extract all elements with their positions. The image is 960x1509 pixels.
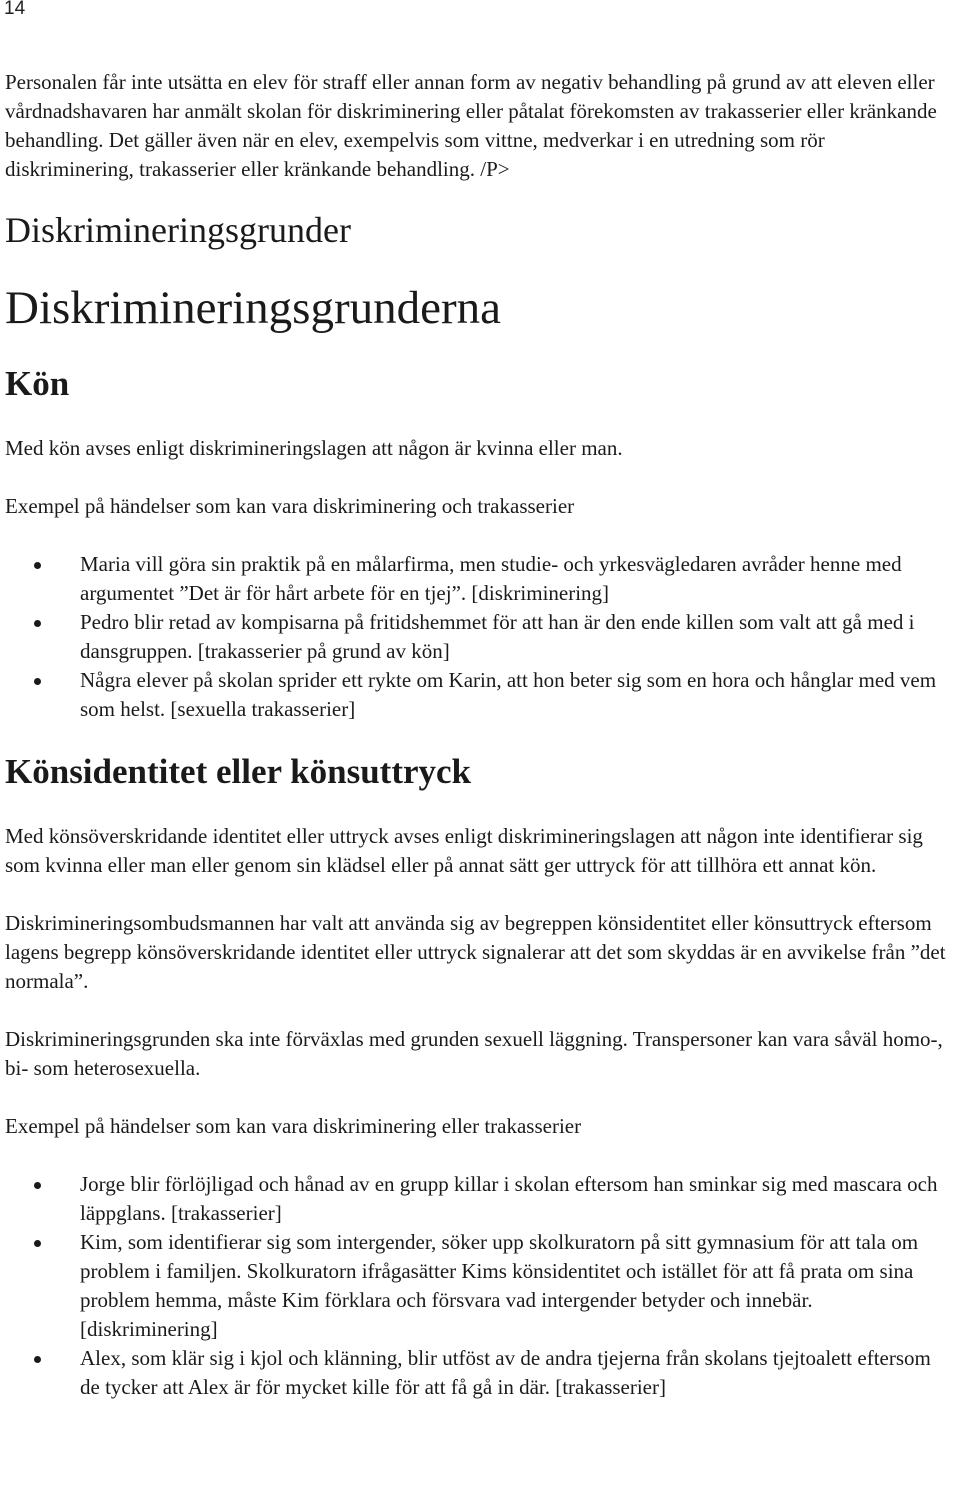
konsidentitet-paragraph: Diskrimineringsgrunden ska inte förväxlas med grunden sexuell läggning. Transpersoner kan vara såväl homo-, bi- som heterosexuella.: [5, 1027, 943, 1080]
konsidentitet-heading: Könsidentitet eller könsuttryck: [5, 752, 472, 791]
kon-examples-intro: Exempel på händelser som kan vara diskriminering och trakasserier: [5, 494, 575, 518]
list-item: [5, 550, 955, 608]
bullet-icon: [34, 620, 41, 627]
list-item-text: Kim, som identifierar sig som intergender, söker upp skolkuratorn på sitt gymnasium för att tala om problem i familjen. Skolkuratorn ifrågasätter Kims könsidentitet och istället för att få prata om sina problem hemma, måste Kim förklara och försvara vad intergender betyder och innebär. [diskriminering]: [80, 1230, 919, 1341]
konsidentitet-paragraph: Med könsöverskridande identitet eller uttryck avses enligt diskrimineringslagen att någon inte identifierar sig som kvinna eller man eller genom sin klädsel eller på annat sätt ger uttryck för att tillhöra ett annat kön.: [5, 824, 923, 877]
bullet-icon: [34, 1182, 41, 1189]
list-item: [5, 1344, 955, 1402]
bullet-icon: [34, 1240, 41, 1247]
list-item-text: Alex, som klär sig i kjol och klänning, blir utföst av de andra tjejerna från skolans tjejtoalett eftersom de tycker att Alex är för mycket kille för att få gå in där. [trakasserier]: [80, 1346, 931, 1399]
list-item: [5, 1228, 955, 1344]
list-item-text: Jorge blir förlöjligad och hånad av en grupp killar i skolan eftersom han sminkar sig med mascara och läppglans. [trakasserier]: [80, 1172, 938, 1225]
list-item: [5, 666, 955, 724]
konsidentitet-examples-list: [5, 1170, 955, 1402]
list-item-text: Maria vill göra sin praktik på en målarfirma, men studie- och yrkesvägledaren avråder henne med argumentet ”Det är för hårt arbete för en tjej”. [diskriminering]: [80, 552, 902, 605]
bullet-icon: [34, 562, 41, 569]
konsidentitet-paragraph: Diskrimineringsombudsmannen har valt att använda sig av begreppen könsidentitet eller könsuttryck eftersom lagens begrepp könsöverskridande identitet eller uttryck signalerar att det som skyddas är en avvikelse från ”det normala”.: [5, 911, 946, 993]
page-title: Diskrimineringsgrunderna: [5, 282, 502, 334]
list-item: [5, 608, 955, 666]
list-item-text: Pedro blir retad av kompisarna på fritidshemmet för att han är den ende killen som valt att gå med i dansgruppen. [trakasserier på grund av kön]: [80, 610, 915, 663]
bullet-icon: [34, 1356, 41, 1363]
list-item-text: Några elever på skolan sprider ett rykte om Karin, att hon beter sig som en hora och hånglar med vem som helst. [sexuella trakasserier]: [80, 668, 937, 721]
bullet-icon: [34, 678, 41, 685]
kon-examples-list: [5, 550, 955, 724]
section-heading: Diskrimineringsgrunder: [5, 210, 351, 250]
document-body: [5, 68, 955, 1402]
kon-definition: Med kön avses enligt diskrimineringslagen att någon är kvinna eller man.: [5, 436, 623, 460]
page-number: 14: [4, 0, 26, 19]
konsidentitet-examples-intro: Exempel på händelser som kan vara diskriminering eller trakasserier: [5, 1114, 582, 1138]
list-item: [5, 1170, 955, 1228]
intro-paragraph: Personalen får inte utsätta en elev för straff eller annan form av negativ behandling på grund av att eleven eller vårdnadshavaren har anmält skolan för diskriminering eller påtalat förekomsten av trakasserier eller kränkande behandling. Det gäller även när en elev, exempelvis som vittne, medverkar i en utredning som rör diskriminering, trakasserier eller kränkande behandling. /P>: [5, 70, 937, 181]
kon-heading: Kön: [5, 364, 70, 403]
